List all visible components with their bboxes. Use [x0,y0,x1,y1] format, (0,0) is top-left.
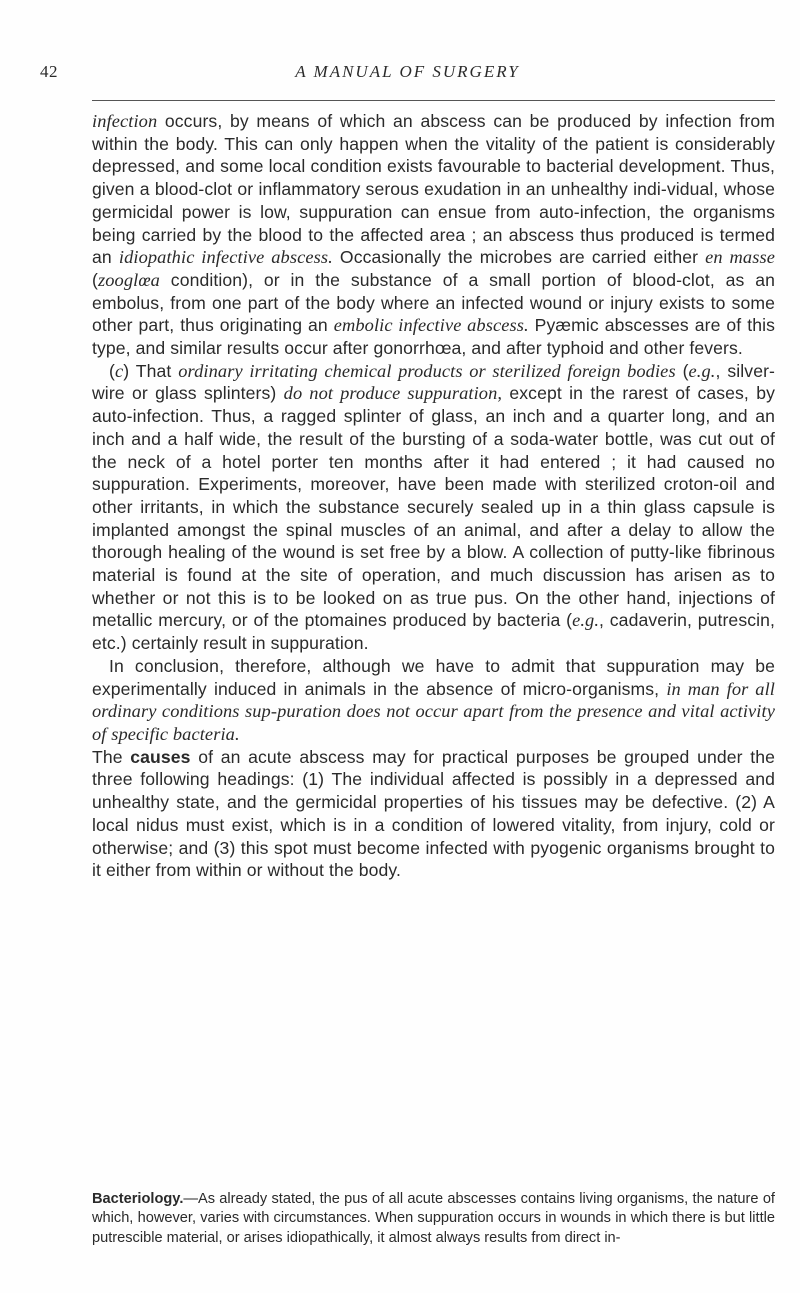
text-span: ordinary irritating chemical products or sterilized foreign bodies [178,360,676,381]
text-span: of an acute abscess may for practical purposes be grouped under the three following headings: (1) The individual affected is possibly in a depressed and unhealthy state, and the germicidal properties of his tissues may be defective. (2) A local nidus must exist, which is in a condition of lowered vitality, from injury, cold or otherwise; and (3) this spot must become infected with pyogenic organisms brought to it either from within or without the body. [92,746,775,881]
text-span: causes [130,746,191,767]
paragraph-bacteriology [92,1190,775,1248]
text-span: e.g. [688,360,716,381]
paragraph-causes [92,746,775,882]
section-heading: Bacteriology. [92,1191,184,1207]
running-head: A MANUAL OF SURGERY [295,62,520,81]
small-print-section [92,1190,775,1248]
text-span: —As already stated, the pus of all acute abscesses contains living organisms, the nature of which, however, varies with circumstances. When suppuration occurs in wounds in which there is but little putrescible material, or arises idiopathically, it almost always results from direct in- [92,1191,775,1246]
page-number: 42 [40,62,58,81]
text-span: The [92,746,131,767]
text-span: do not produce suppuration, [283,383,503,404]
text-span: occurs, by means of which an abscess can be produced by infection from within the body. This can only happen when the vitality of the patient is considerably depressed, and some local condition exists favourable to bacterial development. Thus, given a blood-clot or inflammatory serous exudation in an unhealthy indi-vidual, whose germicidal power is low, suppuration can ensue from auto-infection, the organisms being carried by the blood to the affected area ; an abscess thus produced is termed an [92,111,775,268]
paragraph-infection [92,110,775,360]
text-span: , silver-wire or glass splinters) [92,360,775,404]
text-span: idiopathic infective abscess. [118,247,333,268]
text-span: condition), or in the substance of a small portion of blood-clot, as an embolus, from one part of the body where an infected wound or injury exists to some other part, thus originating an [92,269,775,336]
text-span: In conclusion, therefore, although we have to admit that suppuration may be experimentally induced in animals in the absence of micro-organisms, [92,655,775,699]
paragraph-conclusion [92,655,775,746]
text-span: zooglœa [97,269,160,290]
page-header [40,62,775,90]
text-span: e.g. [572,610,600,631]
text-span: en masse [705,247,775,268]
text-span: Pyæmic abscesses are of this type, and similar results occur after gonorrhœa, and after typhoid and other fevers. [92,315,775,359]
paragraph-c [92,360,775,655]
text-span: embolic infective abscess. [333,315,529,336]
text-span: in man for all ordinary conditions sup-puration does not occur apart from the presence and vital activity of specific bacteria. [92,678,775,744]
text-span: ( [675,360,689,381]
text-span: infection [92,111,158,131]
text-span: ) That [123,360,179,381]
main-text [92,110,775,882]
text-span: except in the rarest of cases, by auto-infection. Thus, a ragged splinter of glass, an inch and a quarter long, and an inch and a half wide, the result of the bursting of a soda-water bottle, was cut out of the neck of a hotel porter ten months after it had entered ; it had caused no suppuration. Experiments, moreover, have been made with sterilized croton-oil and other irritants, in which the substance securely sealed up in a thin glass capsule is implanted amongst the spinal muscles of an animal, and after a delay to allow the thorough healing of the wound is set free by a blow. A collection of putty-like fibrinous material is found at the site of operation, and much discussion has arisen as to whether or not this is to be looked on as true pus. On the other hand, injections of metallic mercury, or of the ptomaines produced by bacteria ( [92,383,775,631]
text-span: ( [92,269,98,290]
text-span: c [114,360,124,381]
text-span: ( [109,360,115,381]
text-span: Occasionally the microbes are carried either [332,247,706,268]
text-span: , cadaverin, putrescin, etc.) certainly result in suppuration. [92,610,775,654]
header-rule [92,100,775,101]
